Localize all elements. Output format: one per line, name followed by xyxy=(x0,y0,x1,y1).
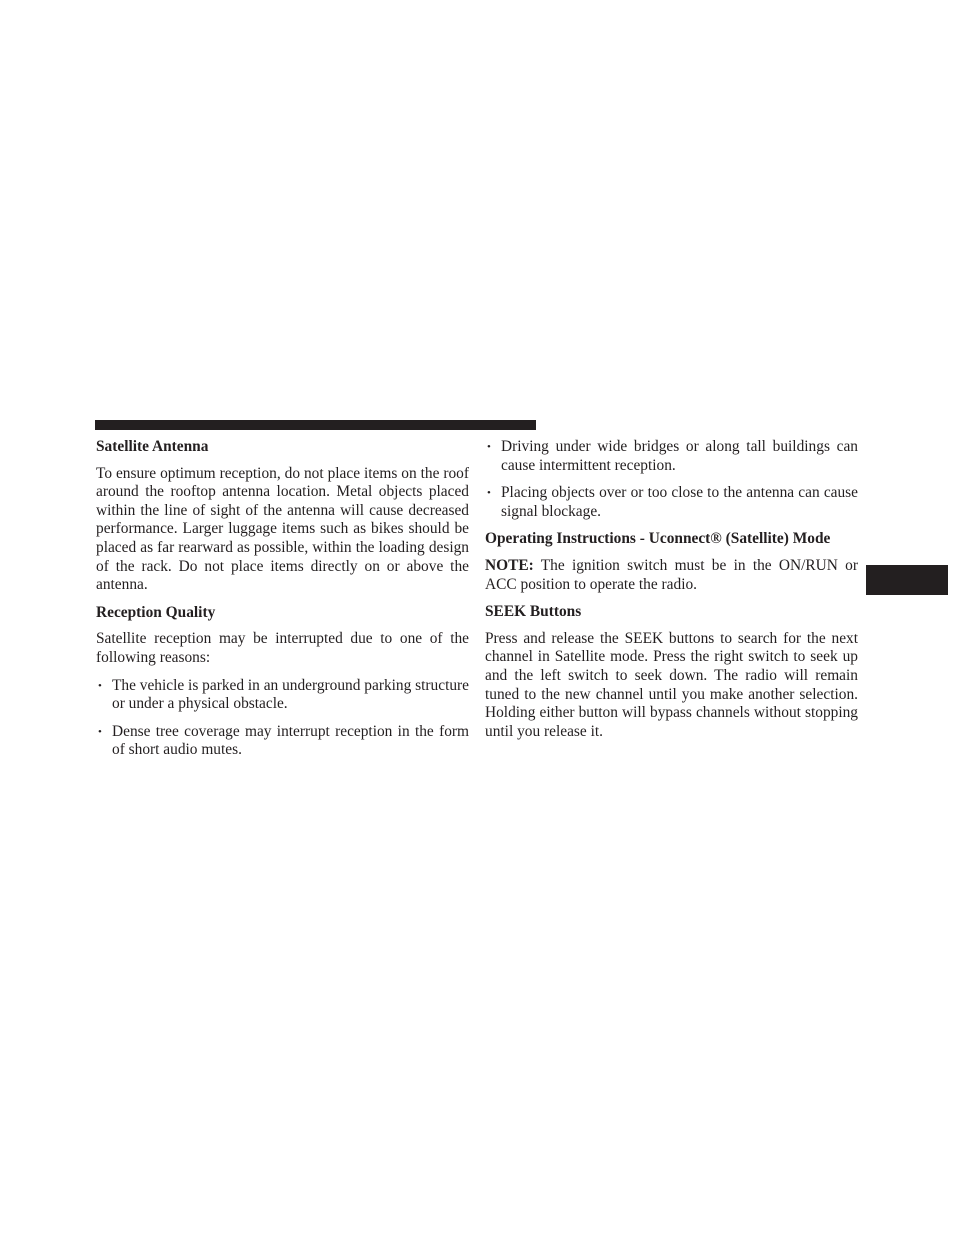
list-item-text: The vehicle is parked in an underground parking structure or under a physical obstacle. xyxy=(112,676,470,713)
list-item-text: Placing objects over or too close to the antenna can cause signal blockage. xyxy=(501,484,858,520)
paragraph-satellite-antenna: To ensure optimum reception, do not place items on the roof around the rooftop antenna location. Metal objects placed within the line of sight of the antenna will cause decreased performance. Larger luggage items such as bikes should be placed as far rearward as possible, within the loading design of the rack. Do not place items directly on or above the antenna. xyxy=(96,464,469,594)
bullet-icon: • xyxy=(98,725,102,738)
right-column xyxy=(485,438,858,750)
note-text: The ignition switch must be in the ON/RUN or ACC position to operate the radio. xyxy=(485,556,858,593)
reception-reasons-list-continued xyxy=(485,438,858,521)
heading-satellite-antenna: Satellite Antenna xyxy=(96,438,209,455)
note-paragraph xyxy=(485,557,858,594)
left-column xyxy=(96,438,469,769)
note-label: NOTE: xyxy=(485,556,534,574)
bullet-icon: • xyxy=(98,679,102,692)
list-item xyxy=(485,484,858,521)
reception-reasons-list xyxy=(96,677,469,760)
paragraph-seek-buttons: Press and release the SEEK buttons to search for the next channel in Satellite mode. Press the right switch to seek up and the left switch to seek down. The radio will remain tuned to the new channel until you make another selection. Holding either button will bypass channels without stopping until you release it. xyxy=(485,629,858,740)
list-item xyxy=(96,677,469,714)
list-item-text: Dense tree coverage may interrupt reception in the form of short audio mutes. xyxy=(112,722,469,759)
list-item-text: Driving under wide bridges or along tall buildings can cause intermittent reception. xyxy=(501,438,858,474)
paragraph-reception-quality: Satellite reception may be interrupted due to one of the following reasons: xyxy=(96,630,469,666)
bullet-icon: • xyxy=(487,441,491,453)
heading-reception-quality: Reception Quality xyxy=(96,603,216,621)
bullet-icon: • xyxy=(487,487,491,500)
chapter-tab-marker xyxy=(866,565,948,595)
section-top-rule xyxy=(95,420,536,430)
list-item xyxy=(485,438,858,475)
heading-seek-buttons: SEEK Buttons xyxy=(485,603,582,621)
heading-operating-instructions: Operating Instructions - Uconnect® (Satellite) Mode xyxy=(485,530,831,548)
list-item xyxy=(96,723,469,760)
